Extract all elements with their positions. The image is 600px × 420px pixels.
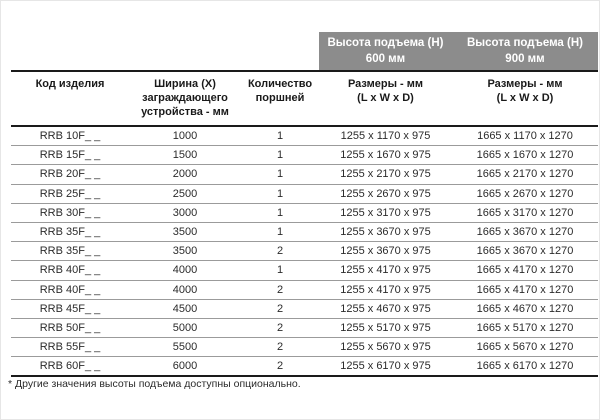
dims-600-cell: 1255 x 2670 x 975 (319, 184, 452, 203)
dims-900-cell: 1665 x 5670 x 1270 (452, 338, 598, 357)
pistons-cell: 2 (241, 299, 319, 318)
table-header (11, 32, 598, 126)
product-code-cell: RRB 10F_ _ (11, 126, 129, 146)
band-spacer (241, 32, 319, 71)
pistons-cell: 2 (241, 338, 319, 357)
footnote: * Другие значения высоты подъема доступны опционально. (8, 378, 301, 390)
dims-600-cell: 1255 x 2170 x 975 (319, 165, 452, 184)
product-code-cell: RRB 40F_ _ (11, 261, 129, 280)
dims-900-cell: 1665 x 5170 x 1270 (452, 318, 598, 337)
pistons-cell: 1 (241, 184, 319, 203)
column-header-dims-600: Размеры - мм (L x W x D) (319, 71, 452, 126)
pistons-cell: 2 (241, 318, 319, 337)
dims-600-cell: 1255 x 5170 x 975 (319, 318, 452, 337)
pistons-cell: 1 (241, 126, 319, 146)
width-cell: 2500 (129, 184, 241, 203)
product-code-cell: RRB 15F_ _ (11, 146, 129, 165)
width-cell: 4000 (129, 280, 241, 299)
product-code-cell: RRB 55F_ _ (11, 338, 129, 357)
table-row (11, 299, 598, 318)
table-row (11, 184, 598, 203)
width-cell: 5000 (129, 318, 241, 337)
dims-900-cell: 1665 x 6170 x 1270 (452, 357, 598, 377)
product-code-cell: RRB 50F_ _ (11, 318, 129, 337)
dims-600-cell: 1255 x 3670 x 975 (319, 242, 452, 261)
table-row (11, 338, 598, 357)
width-cell: 3500 (129, 222, 241, 241)
lift-height-band-row (11, 32, 598, 71)
dims-600-cell: 1255 x 1670 x 975 (319, 146, 452, 165)
dims-900-cell: 1665 x 3170 x 1270 (452, 203, 598, 222)
dims-600-cell: 1255 x 6170 x 975 (319, 357, 452, 377)
table-row (11, 261, 598, 280)
dims-900-cell: 1665 x 1670 x 1270 (452, 146, 598, 165)
width-cell: 1500 (129, 146, 241, 165)
dims-900-cell: 1665 x 4170 x 1270 (452, 280, 598, 299)
column-header-width: Ширина (X) заграждающего устройства - мм (129, 71, 241, 126)
width-cell: 2000 (129, 165, 241, 184)
width-cell: 6000 (129, 357, 241, 377)
dims-600-cell: 1255 x 4670 x 975 (319, 299, 452, 318)
table-row (11, 242, 598, 261)
width-cell: 4000 (129, 261, 241, 280)
dims-900-cell: 1665 x 2170 x 1270 (452, 165, 598, 184)
column-header-row (11, 71, 598, 126)
dims-900-cell: 1665 x 3670 x 1270 (452, 242, 598, 261)
lift-height-900-header (452, 32, 598, 71)
column-header-pistons: Количество поршней (241, 71, 319, 126)
width-cell: 3000 (129, 203, 241, 222)
dims-900-cell: 1665 x 3670 x 1270 (452, 222, 598, 241)
lift-height-900-line2: 900 мм (505, 53, 545, 65)
dims-900-cell: 1665 x 2670 x 1270 (452, 184, 598, 203)
pistons-cell: 2 (241, 280, 319, 299)
table-row (11, 165, 598, 184)
table-row (11, 280, 598, 299)
dims-600-cell: 1255 x 4170 x 975 (319, 261, 452, 280)
dims-900-cell: 1665 x 4670 x 1270 (452, 299, 598, 318)
pistons-cell: 1 (241, 261, 319, 280)
pistons-cell: 2 (241, 357, 319, 377)
lift-height-600-line2: 600 мм (365, 53, 406, 65)
table-row (11, 318, 598, 337)
table-row (11, 357, 598, 377)
width-cell: 1000 (129, 126, 241, 146)
width-cell: 3500 (129, 242, 241, 261)
product-code-cell: RRB 30F_ _ (11, 203, 129, 222)
pistons-cell: 1 (241, 165, 319, 184)
lift-height-900-line1: Высота подъема (H) (467, 37, 583, 49)
pistons-cell: 1 (241, 146, 319, 165)
product-code-cell: RRB 35F_ _ (11, 222, 129, 241)
lift-height-600-header (319, 32, 452, 71)
product-code-cell: RRB 40F_ _ (11, 280, 129, 299)
width-cell: 5500 (129, 338, 241, 357)
dims-600-cell: 1255 x 1170 x 975 (319, 126, 452, 146)
lift-height-600-line1: Высота подъема (H) (327, 37, 444, 49)
product-code-cell: RRB 60F_ _ (11, 357, 129, 377)
dims-600-cell: 1255 x 4170 x 975 (319, 280, 452, 299)
table-row (11, 222, 598, 241)
product-code-cell: RRB 25F_ _ (11, 184, 129, 203)
width-cell: 4500 (129, 299, 241, 318)
band-spacer (11, 32, 129, 71)
dims-600-cell: 1255 x 3170 x 975 (319, 203, 452, 222)
product-code-cell: RRB 20F_ _ (11, 165, 129, 184)
pistons-cell: 2 (241, 242, 319, 261)
dims-900-cell: 1665 x 1170 x 1270 (452, 126, 598, 146)
table-body (11, 126, 598, 376)
dims-600-cell: 1255 x 3670 x 975 (319, 222, 452, 241)
dims-600-cell: 1255 x 5670 x 975 (319, 338, 452, 357)
pistons-cell: 1 (241, 203, 319, 222)
product-code-cell: RRB 35F_ _ (11, 242, 129, 261)
table-row (11, 203, 598, 222)
pistons-cell: 1 (241, 222, 319, 241)
product-code-cell: RRB 45F_ _ (11, 299, 129, 318)
dims-900-cell: 1665 x 4170 x 1270 (452, 261, 598, 280)
column-header-dims-900: Размеры - мм (L x W x D) (452, 71, 598, 126)
product-spec-table (11, 32, 598, 377)
table-row (11, 126, 598, 146)
band-spacer (129, 32, 241, 71)
table-row (11, 146, 598, 165)
column-header-product-code: Код изделия (11, 71, 129, 126)
